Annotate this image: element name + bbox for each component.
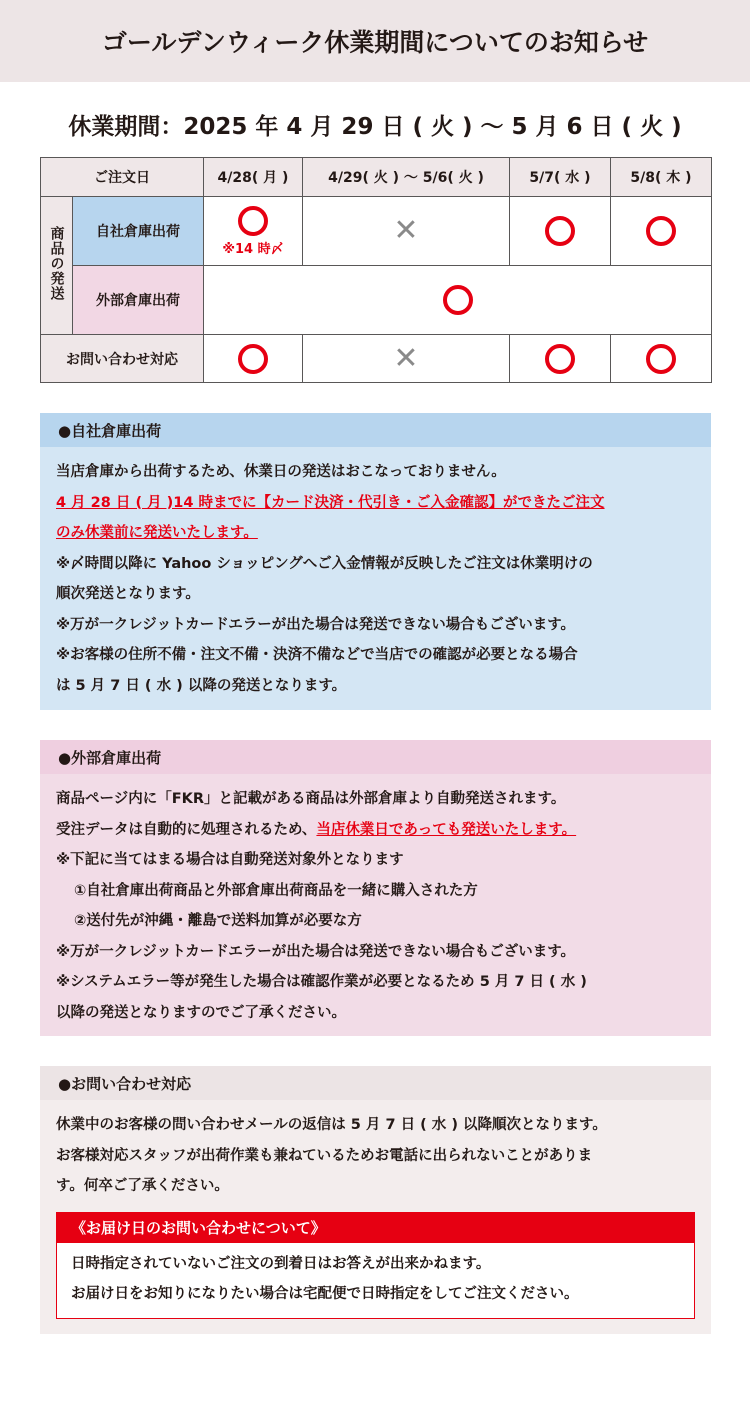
date-header: 4/28( 月 ) bbox=[204, 158, 303, 197]
text-line: お客様対応スタッフが出荷作業も兼ねているためお電話に出られないことがありま bbox=[56, 1147, 593, 1164]
cell-unavailable bbox=[303, 335, 510, 383]
text-line: 日時指定されていないご注文の到着日はお答えが出来かねます。 bbox=[71, 1255, 491, 1272]
cell-available bbox=[510, 335, 611, 383]
date-header: 4/29( 火 ) 〜 5/6( 火 ) bbox=[303, 158, 510, 197]
text-line: す。何卒ご了承ください。 bbox=[56, 1178, 229, 1194]
cell-unavailable bbox=[303, 197, 510, 266]
text-line: ※お客様の住所不備・注文不備・決済不備などで当店での確認が必要となる場合 bbox=[56, 647, 578, 663]
text-line: ※下記に当てはまる場合は自動発送対象外となります bbox=[56, 852, 404, 868]
inquiry-section bbox=[40, 1066, 711, 1334]
circle-icon bbox=[646, 216, 676, 246]
cell-available bbox=[510, 197, 611, 266]
text-line: 順次発送となります。 bbox=[56, 586, 200, 602]
text-line: 当店倉庫から出荷するため、休業日の発送はおこなっておりません。 bbox=[56, 464, 506, 480]
row-label-inquiry: お問い合わせ対応 bbox=[41, 335, 204, 383]
text-line: 商品ページ内に「FKR」と記載がある商品は外部倉庫より自動発送されます。 bbox=[56, 791, 566, 807]
cell-available bbox=[611, 335, 712, 383]
row-label-external-warehouse: 外部倉庫出荷 bbox=[73, 266, 204, 335]
text-line: ※万が一クレジットカードエラーが出た場合は発送できない場合もございます。 bbox=[56, 943, 576, 960]
text-line: 受注データは自動的に処理されるため、当店休業日であっても発送いたします。 bbox=[56, 821, 577, 838]
text-line: 以降の発送となりますのでご了承ください。 bbox=[56, 1004, 346, 1021]
delivery-notice bbox=[56, 1212, 695, 1319]
text-line: ※システムエラー等が発生した場合は確認作業が必要となるため 5 月 7 日 ( 水 ) bbox=[56, 974, 587, 990]
own-warehouse-section bbox=[40, 413, 711, 710]
schedule-table bbox=[40, 157, 712, 383]
row-label-own-warehouse: 自社倉庫出荷 bbox=[73, 197, 204, 266]
closure-period: 休業期間：2025 年 4 月 29 日 ( 火 ) 〜 5 月 6 日 ( 火 ) bbox=[68, 114, 682, 140]
text-line: お届け日をお知りになりたい場合は宅配便で日時指定をしてご注文ください。 bbox=[71, 1286, 579, 1302]
cell-available bbox=[204, 266, 712, 335]
external-warehouse-section bbox=[40, 740, 711, 1036]
section-title: ●自社倉庫出荷 bbox=[40, 413, 711, 447]
notice-title: 《お届け日のお問い合わせについて》 bbox=[57, 1213, 694, 1243]
highlight-line: 4 月 28 日 ( 月 )14 時までに【カード決済・代引き・ご入金確認】ができたご注文 bbox=[56, 494, 605, 511]
date-header: 5/7( 水 ) bbox=[510, 158, 611, 197]
text-line: ①自社倉庫出荷商品と外部倉庫出荷商品を一緒に購入された方 bbox=[74, 882, 478, 899]
text-line: ※万が一クレジットカードエラーが出た場合は発送できない場合もございます。 bbox=[56, 616, 576, 633]
shipping-group-label: 商品の発送 bbox=[41, 197, 73, 335]
cross-icon: ✕ bbox=[393, 213, 419, 248]
highlight-text: 当店休業日であっても発送いたします。 bbox=[316, 821, 577, 838]
highlight-line: のみ休業前に発送いたします。 bbox=[56, 525, 258, 541]
page-title: ゴールデンウィーク休業期間についてのお知らせ bbox=[0, 0, 750, 82]
date-header: 5/8( 木 ) bbox=[611, 158, 712, 197]
circle-icon bbox=[443, 285, 473, 315]
text-line: 休業中のお客様の問い合わせメールの返信は 5 月 7 日 ( 水 ) 以降順次となります。 bbox=[56, 1117, 607, 1133]
section-title: ●外部倉庫出荷 bbox=[40, 740, 711, 774]
cell-available bbox=[204, 335, 303, 383]
cross-icon: ✕ bbox=[393, 340, 419, 376]
circle-icon bbox=[646, 344, 676, 374]
circle-icon bbox=[238, 344, 268, 374]
cutoff-note: ※14 時〆 bbox=[222, 241, 284, 257]
order-date-header: ご注文日 bbox=[41, 158, 204, 197]
cell-available bbox=[611, 197, 712, 266]
text-line: ※〆時間以降に Yahoo ショッピングへご入金情報が反映したご注文は休業明けの bbox=[56, 555, 593, 572]
circle-icon bbox=[238, 206, 268, 236]
circle-icon bbox=[545, 344, 575, 374]
text-line: は 5 月 7 日 ( 水 ) 以降の発送となります。 bbox=[56, 677, 347, 694]
text-line: ②送付先が沖縄・離島で送料加算が必要な方 bbox=[74, 913, 362, 929]
cell-available bbox=[204, 197, 303, 266]
circle-icon bbox=[545, 216, 575, 246]
section-title: ●お問い合わせ対応 bbox=[40, 1066, 711, 1100]
